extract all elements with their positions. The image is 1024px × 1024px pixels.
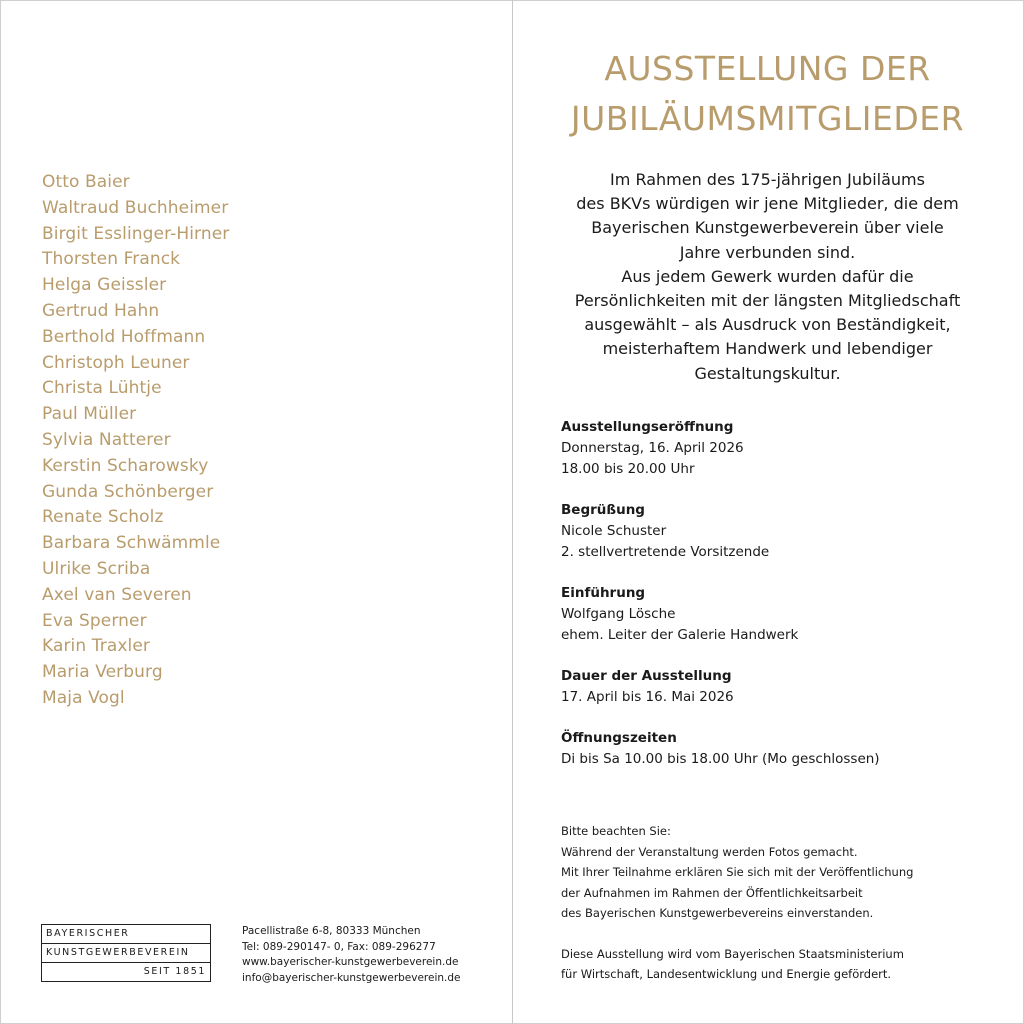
logo-line: KUNSTGEWERBEVEREIN (42, 943, 210, 962)
member-name: Karin Traxler (42, 636, 150, 657)
info-heading: Dauer der Ausstellung (561, 668, 732, 684)
member-name: Berthold Hoffmann (42, 326, 206, 347)
member-name: Barbara Schwämmle (42, 533, 221, 554)
info-line: ehem. Leiter der Galerie Handwerk (561, 627, 799, 643)
note-line: Mit Ihrer Teilnahme erklären Sie sich mit der Veröffentlichung (561, 865, 914, 879)
email-link[interactable]: info@bayerischer-kunstgewerbeverein.de (242, 971, 461, 984)
member-name: Christa Lühtje (42, 378, 162, 399)
info-line: 18.00 bis 20.00 Uhr (561, 461, 695, 477)
member-name: Thorsten Franck (42, 249, 181, 270)
website-link[interactable]: www.bayerischer-kunstgewerbeverein.de (242, 956, 459, 968)
intro-line: Bayerischen Kunstgewerbeverein über viele (591, 218, 944, 238)
note-line: Diese Ausstellung wird vom Bayerischen Staatsministerium (561, 946, 904, 961)
intro-line: Gestaltungskultur. (694, 363, 841, 383)
intro-line: ausgewählt – als Ausdruck von Beständigkeit, (584, 315, 951, 335)
member-name: Christoph Leuner (42, 352, 190, 373)
member-name: Renate Scholz (42, 507, 164, 528)
info-opening (561, 417, 880, 480)
member-name: Gunda Schönberger (42, 481, 214, 502)
info-line: Nicole Schuster (561, 523, 667, 539)
member-name: Maria Verburg (42, 662, 163, 683)
note-line: Während der Veranstaltung werden Fotos gemacht. (561, 844, 858, 859)
address: Pacellistraße 6-8, 80333 München (242, 925, 421, 937)
member-name: Gertrud Hahn (42, 300, 160, 321)
info-heading: Begrüßung (561, 502, 645, 518)
event-info (561, 417, 880, 790)
info-line: 2. stellvertretende Vorsitzende (561, 544, 770, 560)
note-line: des Bayerischen Kunstgewerbevereins einverstanden. (561, 906, 874, 920)
member-names-list (42, 170, 229, 712)
intro-text (530, 168, 1005, 386)
phone-fax: Tel: 089-290147- 0, Fax: 089-296277 (242, 940, 436, 953)
contact-info (242, 924, 461, 986)
notes (561, 821, 913, 985)
member-name: Kerstin Scharowsky (42, 455, 209, 476)
info-heading: Ausstellungseröffnung (561, 419, 734, 435)
note-line: für Wirtschaft, Landesentwicklung und Energie gefördert. (561, 967, 892, 981)
logo-line: BAYERISCHER (46, 928, 130, 939)
member-name: Ulrike Scriba (42, 558, 151, 579)
info-opening-hours (561, 728, 880, 770)
member-name: Waltraud Buchheimer (42, 197, 229, 218)
logo-line: SEIT 1851 (42, 962, 210, 981)
member-name: Otto Baier (42, 172, 130, 192)
intro-line: meisterhaftem Handwerk und lebendiger (602, 339, 933, 359)
info-welcome (561, 500, 880, 563)
bkv-logo (41, 924, 211, 982)
fold-divider (512, 0, 513, 1024)
note-line: der Aufnahmen im Rahmen der Öffentlichkeitsarbeit (561, 885, 863, 900)
info-line: 17. April bis 16. Mai 2026 (561, 689, 734, 705)
info-heading: Einführung (561, 585, 646, 601)
member-name: Maja Vogl (42, 687, 125, 708)
title-line: JUBILÄUMSMITGLIEDER (570, 99, 965, 138)
info-line: Di bis Sa 10.00 bis 18.00 Uhr (Mo geschlossen) (561, 751, 880, 767)
page-title (530, 44, 1005, 144)
intro-line: Aus jedem Gewerk wurden dafür die (621, 266, 914, 286)
intro-line: Persönlichkeiten mit der längsten Mitgliedschaft (574, 291, 961, 311)
info-line: Donnerstag, 16. April 2026 (561, 440, 744, 456)
member-name: Helga Geissler (42, 275, 167, 296)
intro-line: Im Rahmen des 175-jährigen Jubiläums (610, 170, 925, 189)
info-introduction (561, 583, 880, 646)
member-name: Birgit Esslinger-Hirner (42, 223, 230, 244)
member-name: Eva Sperner (42, 610, 147, 631)
intro-line: Jahre verbunden sind. (679, 242, 856, 262)
member-name: Sylvia Natterer (42, 429, 171, 450)
intro-line: des BKVs würdigen wir jene Mitglieder, die dem (576, 194, 959, 214)
member-name: Paul Müller (42, 404, 137, 425)
info-duration (561, 666, 880, 708)
member-name: Axel van Severen (42, 584, 192, 605)
note-line: Bitte beachten Sie: (561, 824, 671, 838)
title-line: AUSSTELLUNG DER (604, 49, 931, 88)
info-line: Wolfgang Lösche (561, 606, 676, 622)
info-heading: Öffnungszeiten (561, 730, 677, 746)
